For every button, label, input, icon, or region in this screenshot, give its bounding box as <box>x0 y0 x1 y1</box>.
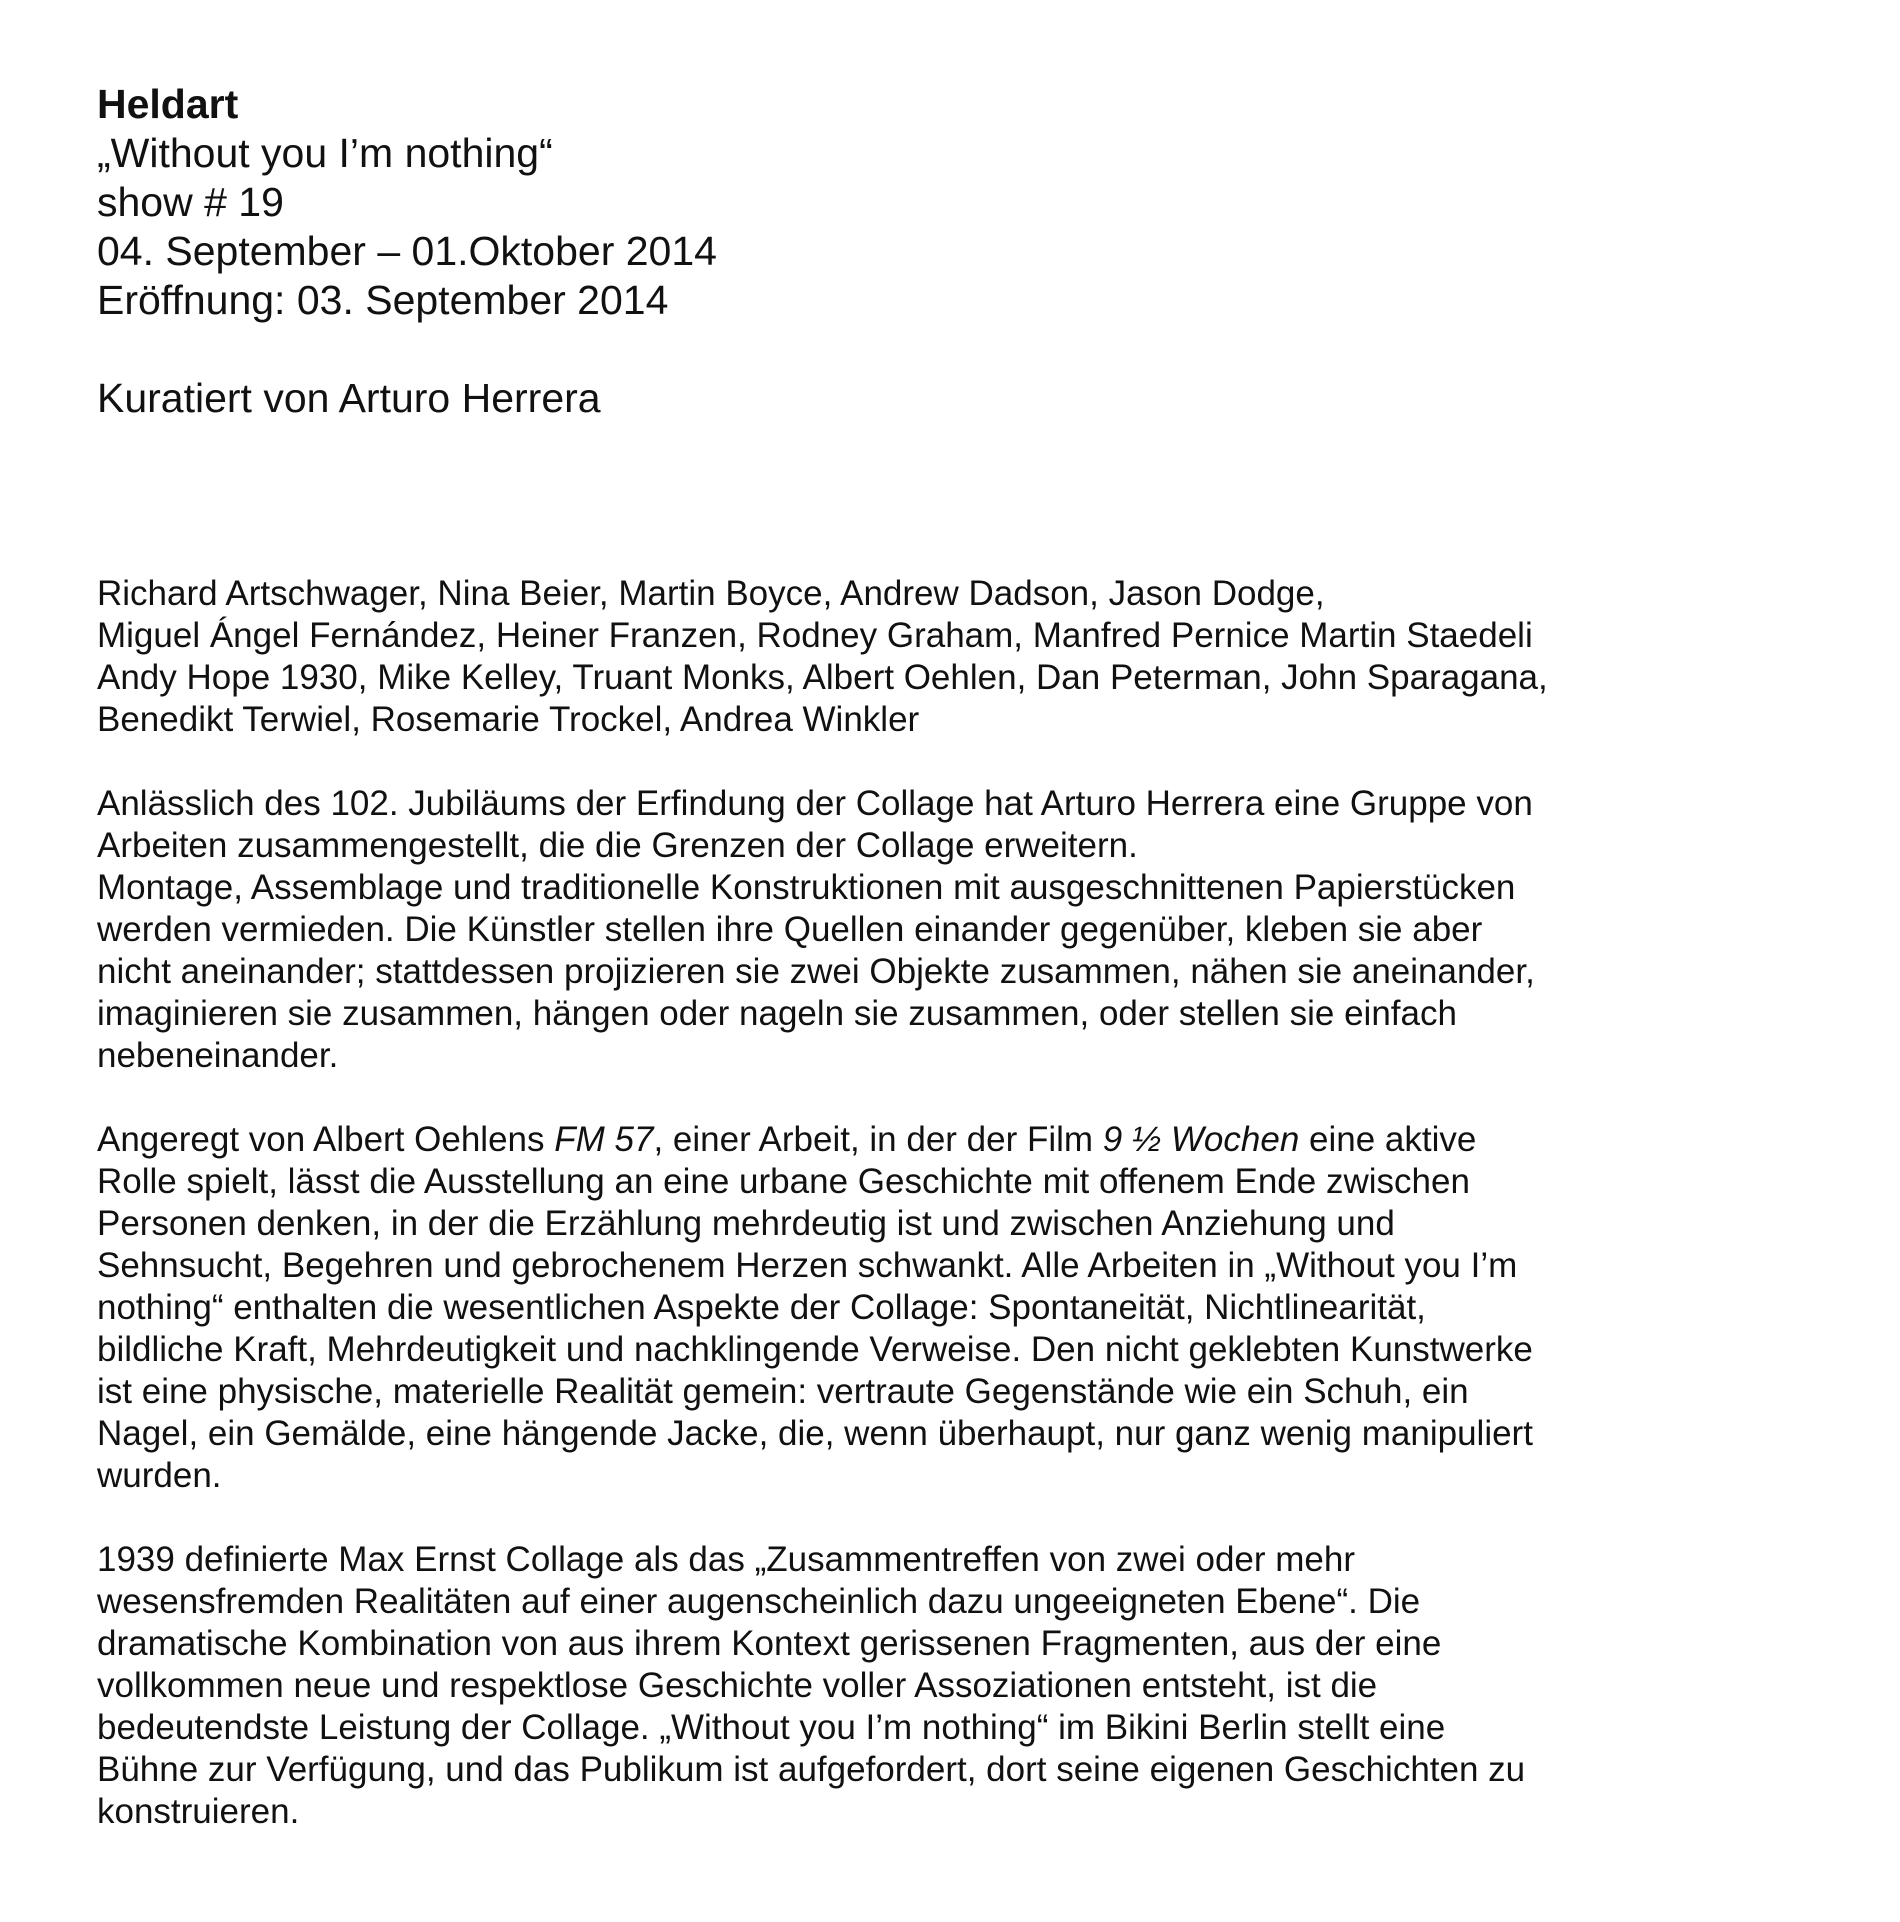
text-line: wesensfremden Realitäten auf einer augenscheinlich dazu ungeeigneten Ebene“. Die <box>97 1582 1421 1621</box>
text-line: Bühne zur Verfügung, und das Publikum ist aufgefordert, dort seine eigenen Geschichten zu <box>97 1750 1526 1789</box>
text-line: nothing“ enthalten die wesentlichen Aspekte der Collage: Spontaneität, Nichtlinearität, <box>97 1288 1426 1327</box>
text-line: konstruieren. <box>97 1792 300 1831</box>
artwork-title: FM 57 <box>554 1120 654 1159</box>
text-line: Arbeiten zusammengestellt, die die Grenzen der Collage erweitern. <box>97 826 1138 865</box>
text-line: Anlässlich des 102. Jubiläums der Erfindung der Collage hat Arturo Herrera eine Gruppe von <box>97 784 1533 823</box>
exhibition-dates: 04. September – 01.Oktober 2014 <box>97 228 717 274</box>
text-line: Sehnsucht, Begehren und gebrochenem Herzen schwankt. Alle Arbeiten in „Without you I’m <box>97 1246 1518 1285</box>
text-line: dramatische Kombination von aus ihrem Kontext gerissenen Fragmenten, aus der eine <box>97 1624 1442 1663</box>
artist-list <box>97 573 1837 741</box>
text-line: nicht aneinander; stattdessen projizieren sie zwei Objekte zusammen, nähen sie aneinander, <box>97 952 1535 991</box>
film-title: 9 ½ Wochen <box>1102 1120 1300 1159</box>
curator-credit: Kuratiert von Arturo Herrera <box>97 375 601 421</box>
text-line: 1939 definierte Max Ernst Collage als das „Zusammentreffen von zwei oder mehr <box>97 1540 1356 1579</box>
text-line: ist eine physische, materielle Realität gemein: vertraute Gegenstände wie ein Schuh, ein <box>97 1372 1469 1411</box>
text-line <box>97 1119 1837 1161</box>
text-line: wurden. <box>97 1456 222 1495</box>
text-line: nebeneinander. <box>97 1036 339 1075</box>
exhibition-header <box>97 80 1837 325</box>
text-line: Rolle spielt, lässt die Ausstellung an eine urbane Geschichte mit offenem Ende zwischen <box>97 1162 1470 1201</box>
gallery-name: Heldart <box>97 81 239 127</box>
text-fragment: , einer Arbeit, in der der Film <box>653 1120 1103 1159</box>
show-number: show # 19 <box>97 179 284 225</box>
artist-line: Miguel Ángel Fernández, Heiner Franzen, Rodney Graham, Manfred Pernice Martin Staedeli <box>97 616 1533 655</box>
text-line: Montage, Assemblage und traditionelle Konstruktionen mit ausgeschnittenen Papierstücken <box>97 868 1516 907</box>
artist-line: Andy Hope 1930, Mike Kelley, Truant Monks, Albert Oehlen, Dan Peterman, John Sparagana, <box>97 658 1548 697</box>
text-line: Personen denken, in der die Erzählung mehrdeutig ist und zwischen Anziehung und <box>97 1204 1395 1243</box>
paragraph-inspiration <box>97 1119 1837 1497</box>
text-line: bildliche Kraft, Mehrdeutigkeit und nachklingende Verweise. Den nicht geklebten Kunstwerke <box>97 1330 1533 1369</box>
artist-line: Benedikt Terwiel, Rosemarie Trockel, Andrea Winkler <box>97 700 920 739</box>
text-line: vollkommen neue und respektlose Geschichte voller Assoziationen entsteht, ist die <box>97 1666 1378 1705</box>
text-fragment: Angeregt von Albert Oehlens <box>97 1120 555 1159</box>
exhibition-title: „Without you I’m nothing“ <box>97 130 553 176</box>
press-release-page <box>97 80 1837 1833</box>
text-line: bedeutendste Leistung der Collage. „Without you I’m nothing“ im Bikini Berlin stellt eine <box>97 1708 1446 1747</box>
paragraph-spacer <box>97 1497 1837 1539</box>
paragraph-intro <box>97 783 1837 1077</box>
paragraph-max-ernst <box>97 1539 1837 1833</box>
artist-line: Richard Artschwager, Nina Beier, Martin Boyce, Andrew Dadson, Jason Dodge, <box>97 574 1325 613</box>
text-line: Nagel, ein Gemälde, eine hängende Jacke, die, wenn überhaupt, nur ganz wenig manipuliert <box>97 1414 1533 1453</box>
paragraph-spacer <box>97 1077 1837 1119</box>
text-fragment: eine aktive <box>1299 1120 1477 1159</box>
text-line: werden vermieden. Die Künstler stellen ihre Quellen einander gegenüber, kleben sie aber <box>97 910 1483 949</box>
opening-date: Eröffnung: 03. September 2014 <box>97 277 669 323</box>
text-line: imaginieren sie zusammen, hängen oder nageln sie zusammen, oder stellen sie einfach <box>97 994 1457 1033</box>
